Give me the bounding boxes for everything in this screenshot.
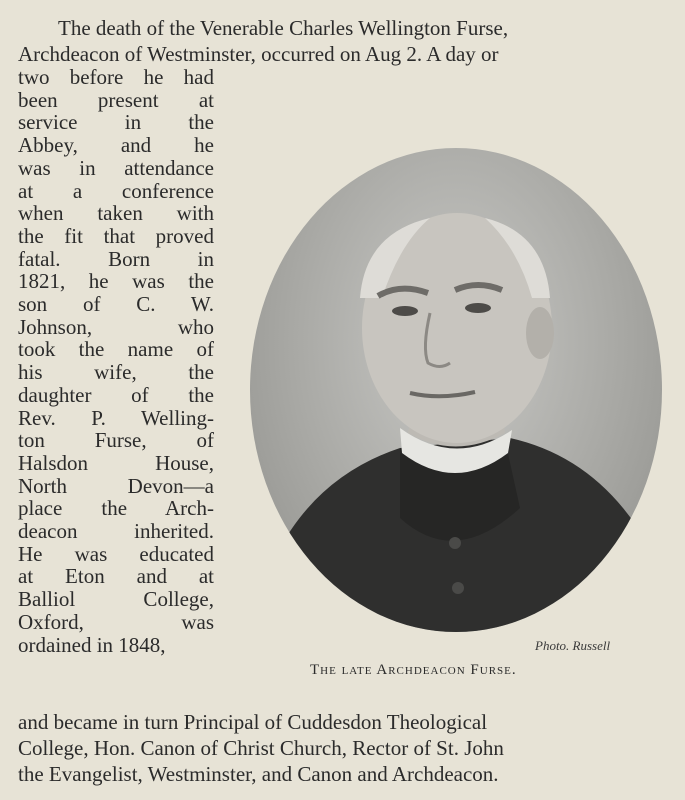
column-line: deacon inherited. (18, 519, 214, 544)
article-line-bottom-1: and became in turn Principal of Cuddesdon Theological (18, 710, 488, 734)
column-line: daughter of the (18, 382, 214, 407)
column-line: was in attendance (18, 155, 214, 180)
column-line: at a conference (18, 178, 214, 203)
figure-caption: The late Archdeacon Furse. (310, 662, 517, 678)
column-line: when taken with (18, 201, 214, 226)
column-line: service in the (18, 110, 214, 135)
column-line: ton Furse, of (18, 428, 214, 453)
column-line: Balliol College, (18, 587, 214, 612)
photo-credit: Photo. Russell (535, 638, 611, 653)
column-line: North Devon—a (18, 473, 214, 498)
column-line: been present at (18, 87, 214, 112)
article-line-bottom-2: College, Hon. Canon of Christ Church, Rector of St. John (18, 736, 504, 760)
column-line: Johnson, who (18, 314, 214, 339)
column-line: Oxford, was (18, 609, 214, 634)
column-line: He was educated (18, 541, 214, 566)
column-line: two before he had (18, 65, 214, 89)
column-line: Halsdon House, (18, 450, 214, 475)
column-line: Rev. P. Welling- (18, 405, 214, 430)
article-line-bottom-3: the Evangelist, Westminster, and Canon and Archdeacon. (18, 762, 499, 786)
column-line: took the name of (18, 337, 214, 362)
article-line-1: The death of the Venerable Charles Wellington Furse, (58, 16, 509, 40)
column-line: place the Arch- (18, 496, 214, 521)
article-column (18, 66, 214, 656)
column-line: the fit that proved (18, 223, 214, 248)
column-line: ordained in 1848, (18, 632, 166, 657)
article-line-2: Archdeacon of Westminster, occurred on Aug 2. A day or (18, 42, 499, 66)
portrait-photo (250, 148, 662, 632)
column-line: fatal. Born in (18, 246, 214, 271)
column-line: Abbey, and he (18, 133, 214, 158)
column-line: his wife, the (18, 360, 214, 385)
column-line: son of C. W. (18, 292, 214, 317)
column-line: 1821, he was the (18, 269, 214, 294)
column-line: at Eton and at (18, 564, 214, 589)
